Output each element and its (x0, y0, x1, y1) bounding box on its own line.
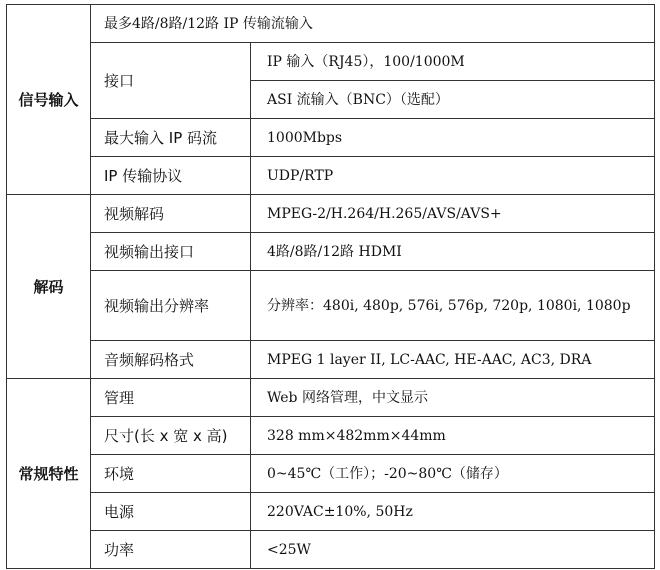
section-decoding: 解码 (7, 195, 91, 379)
protocol-value: UDP/RTP (251, 157, 655, 195)
table-row (7, 157, 655, 195)
management-value: Web 网络管理，中文显示 (251, 379, 655, 417)
power-consumption-value: <25W (251, 531, 655, 569)
video-output-resolution-label: 视频输出分辨率 (91, 271, 251, 341)
management-label: 管理 (91, 379, 251, 417)
size-value: 328 mm×482mm×44mm (251, 417, 655, 455)
table-row (7, 379, 655, 417)
table-row (7, 341, 655, 379)
table-row (7, 43, 655, 81)
environment-label: 环境 (91, 455, 251, 493)
power-label: 电源 (91, 493, 251, 531)
video-output-interface-value: 4路/8路/12路 HDMI (251, 233, 655, 271)
protocol-label: IP 传输协议 (91, 157, 251, 195)
audio-decoding-label: 音频解码格式 (91, 341, 251, 379)
audio-decoding-value: MPEG 1 layer II, LC-AAC, HE-AAC, AC3, DRA (251, 341, 655, 379)
max-ip-rate-value: 1000Mbps (251, 119, 655, 157)
table-row (7, 455, 655, 493)
section-signal-input: 信号输入 (7, 5, 91, 195)
power-consumption-label: 功率 (91, 531, 251, 569)
max-ip-rate-label: 最大输入 IP 码流 (91, 119, 251, 157)
table-row (7, 233, 655, 271)
table-row (7, 531, 655, 569)
table-row (7, 417, 655, 455)
input-channels-value: 最多4路/8路/12路 IP 传输流输入 (91, 5, 655, 43)
environment-value: 0~45℃（工作）；-20~80℃（储存） (251, 455, 655, 493)
video-output-interface-label: 视频输出接口 (91, 233, 251, 271)
table-row (7, 119, 655, 157)
interface-ip-value: IP 输入（RJ45），100/1000M (251, 43, 655, 81)
table-row (7, 5, 655, 43)
table-row (7, 271, 655, 341)
table-row (7, 195, 655, 233)
spec-table (6, 4, 655, 569)
power-value: 220VAC±10%, 50Hz (251, 493, 655, 531)
interface-asi-value: ASI 流输入（BNC）（选配） (251, 81, 655, 119)
table-row (7, 493, 655, 531)
video-decoding-value: MPEG-2/H.264/H.265/AVS/AVS+ (251, 195, 655, 233)
size-label: 尺寸(长 x 宽 x 高) (91, 417, 251, 455)
video-output-resolution-value: 分辨率：480i, 480p, 576i, 576p, 720p, 1080i, 1080p (251, 271, 655, 341)
video-decoding-label: 视频解码 (91, 195, 251, 233)
section-general: 常规特性 (7, 379, 91, 569)
interface-label: 接口 (91, 43, 251, 119)
